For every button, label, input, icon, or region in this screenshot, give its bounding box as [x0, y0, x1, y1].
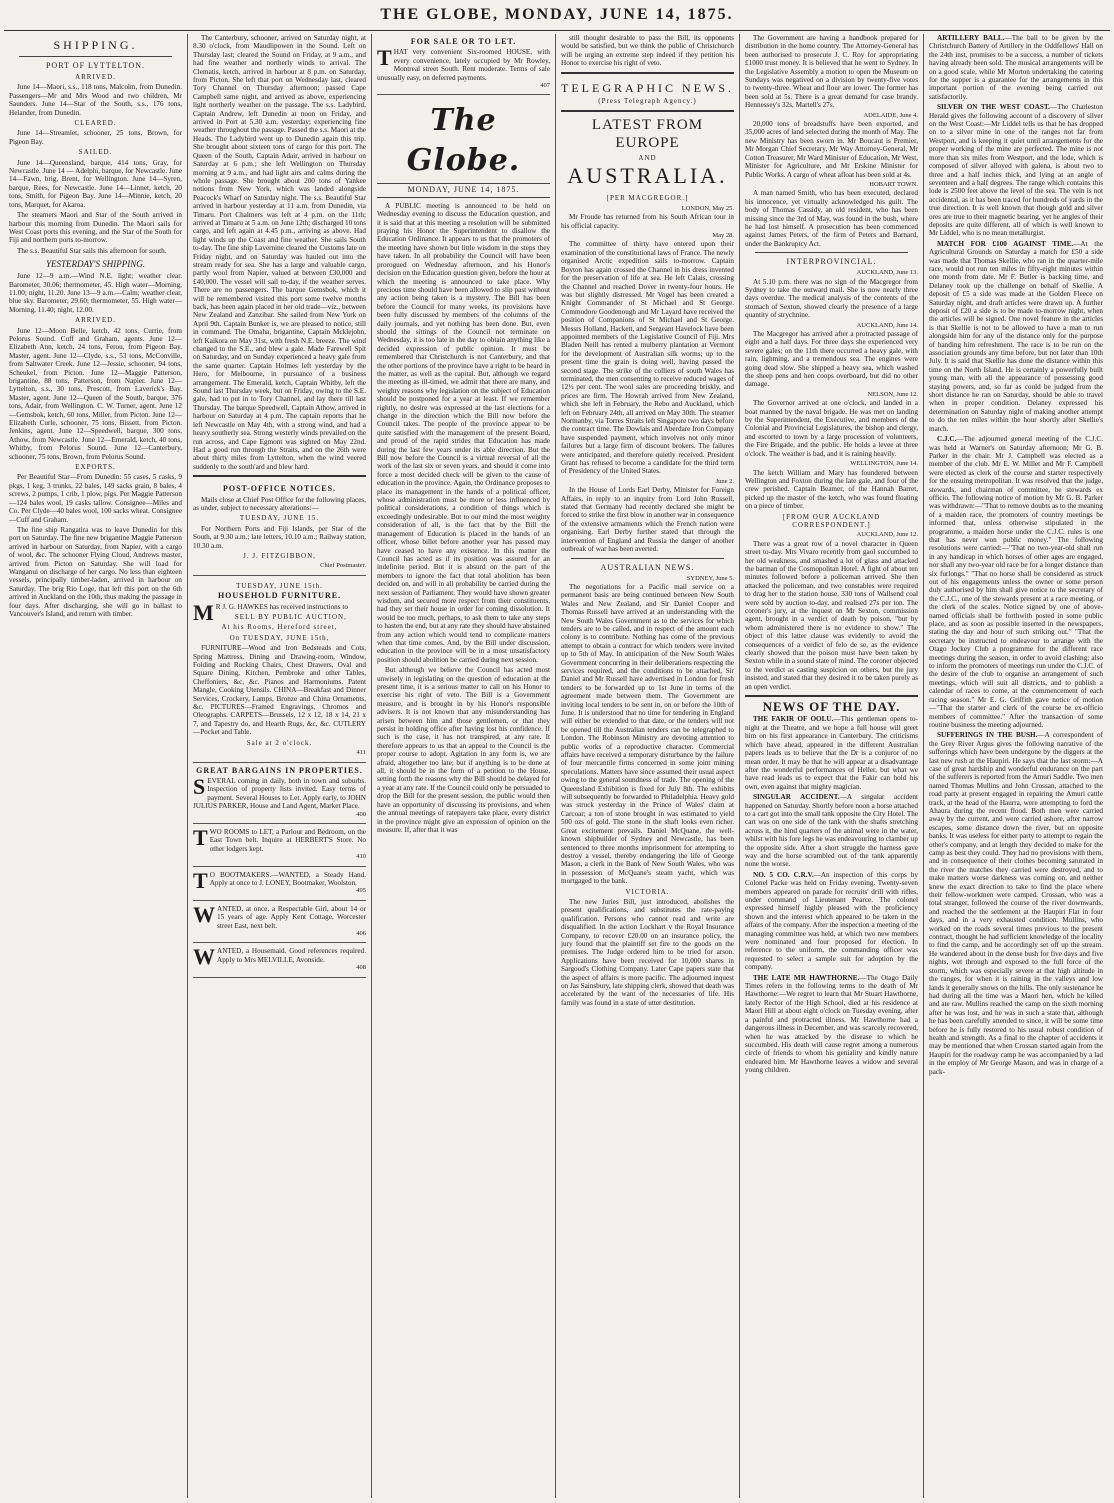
column-leader	[372, 34, 556, 1498]
news-item	[929, 34, 1103, 101]
news-of-the-day-title: NEWS OF THE DAY.	[762, 699, 901, 715]
auction-time: Sale at 2 o'clock.	[246, 738, 313, 747]
wanted-text: ANTED, a Housemaid. Good references required. Apply to Mrs MELVILLE, Avonside.	[217, 947, 366, 964]
news-paragraph: The committee of thirty have entered upon their examination of the constitutional laws of France. The newly organised Arctic expedition sails to-morrow. Captain Boyton has again crossed the Channel in his dress invented for the preservation of life at sea. He left Calais, crossing the Channel and reached Dover in twenty-four hours. He was but slightly distressed. Mr Vogel has been created a Knight Commander of St Michael and St George. Commodore Goodenough and Mr Layard have received the position of Companions of St Michael and St George. Messrs Holland, Hackett, and Sergeant Havelock have been appointed members of the Legislative Council of Fiji. Mrs Bladen Neill has rented a mulberry plantation at Vermont for the development of Australian silk worms; up to the present time the grain is doing well, having passed the second stage. The strike of the colliers of south Wales has terminated, the men consenting to receive reduced wages of 12½ per cent. The wool sales are proceeding briskly, and prices are firm. The Howrah arrived from New Zealand, which she left in February, the Rebo and Auckland, which left on February 24th, all arrived on May 30th. The steamer Normanby, via Torres Straits left Singapore two days before the contract time. The Dowlais and Aberdare Iron Company have suspended payment, which involves not only minor failures but a large firm of discount brokers. The failures were anticipated, and therefore quietly received. President Grant has refused to become a candidate for the third term of Presidency of the United States.	[561, 240, 734, 476]
news-item	[745, 974, 918, 1075]
masthead	[0, 0, 1114, 30]
dateline: AUCKLAND, June 12.	[856, 531, 918, 539]
news-paragraph: At 5.10 p.m. there was no sign of the Macgregor from Sydney to take the outward mail. She is now nearly three days overdue. The medical analysis of the contents of the stomach of Sexton, showed clearly the presence of a large quantity of strychnine.	[745, 277, 918, 320]
leader-continuation: still thought desirable to pass the Bill, its opponents would be satisfied, but we think the public of Christchurch will be urging an extreme step indeed if they petition his Honor to exercise his right of veto.	[561, 34, 734, 68]
news-paragraph: The new Juries Bill, just introduced, abolishes the present qualifications, and substitutes the rate-paying qualification. Persons who cannot read and write are disqualified. In the action Lockhart v the Royal Insurance Company, to recover £20.00 on an insurance policy, the jury found that the plaintiff set fire to the goods on the premises. The Judge ordered him to be tried for arson. Applications have been received for 10,000 shares in Sargood's Clothing Company. Later Cape papers state that the aspect of affairs is more pacific. The adjourned inquest on Jas Sainsbury, late shipping clerk, showed that death was accelerated by the want of the necessaries of life. His family was found in a state of utter destitution.	[561, 897, 734, 1007]
press-agency: (Press Telegraph Agency.)	[598, 96, 697, 105]
per-vessel: [PER MACGREGOR.]	[606, 194, 689, 203]
globe-date: MONDAY, JUNE 14, 1875.	[377, 183, 550, 197]
weather-report: June 12—9 a.m.—Wind N.E. light; weather clear. Barometer, 30.06; thermometer, 45. High water—Morning, 11.00; night, 11.20. June 13—9 a.m.—Calm; weather clear, blue sky. Barometer, 29.60; thermometer, 55. High water—Morning, 11.40; night, 12.00.	[9, 272, 182, 314]
advert-ref: 407	[540, 82, 550, 90]
news-item	[745, 871, 918, 972]
sailed-list: June 14—Queensland, barque, 414 tons, Gray, for Newcastle. June 14 — Adelphi, barque, for Newcastle. June 14—Fawn, brig, Brent, for Wellington. June 14—Syren, barque, Rees, for Newcastle. June 14—Linnet, ketch, 20 tons, Smith, for Pigeon Bay. June 14—Minnie, ketch, 20 tons, Marquet, for Akaroa.	[9, 158, 182, 209]
news-paragraph: The Macgregor has arrived after a protracted passage of eight and a half days. For three days she experienced very severe gales; on the 11th there occurred a heavy gale, with rain, lightning, and a tremendous sea. The engines were going dead slow. She shipped a heavy sea, which washed the sheep pens and hen coops overboard, but did no other damage.	[745, 330, 918, 389]
column-arrivals-ads	[188, 34, 372, 1498]
divider	[193, 475, 366, 477]
dateline: ADELAIDE, June 4.	[863, 111, 918, 119]
news-item	[745, 715, 918, 791]
news-item-title: ARTILLERY BALL.	[937, 34, 1005, 42]
cleared-label: CLEARED.	[74, 119, 117, 128]
victoria-label: VICTORIA.	[625, 887, 670, 896]
post-office-signature: J. J. FITZGIBBON,	[243, 551, 316, 560]
masthead-title: THE GLOBE, MONDAY, JUNE 14, 1875.	[380, 6, 734, 23]
news-paragraph: The ketch William and Mary has foundered between Wellington and Foxton during the late gale, and four of the crew perished. Captain Beamer, of the Hannah Barret, picked up the master of the ketch, who was found floating on a piece of timber.	[745, 468, 918, 511]
arrivals-report: The Canterbury, schooner, arrived on Saturday night, at 8.30 o'clock, from Maudlipowen in the Sound. Left on Thursday last; cleared the Sound on Friday, at 9 a.m., and had fine weather and northerly winds to arrival. The Clematis, ketch, arrived in harbour at 8 p.m. on Saturday, from Picton. She left that port on Wednesday last, cleared Tory Channel on Thursday afternoon; passed Cape Campbell same night, and arrived as above, experiencing light northerly weather on the passage. The s.s. Ladybird, Captain Andrew, left Dunedin at noon on Friday, and arrived in Port at 5.30 a.m. yesterday; experiencing fine weather throughout the passage. Passed the s.s. Maori at the Heads. The Ladybird went up to Dunedin again this trip. She brought about sixteen tons of cargo for this port. The Queen of the South, Captain Adair, arrived in harbour on Saturday at 6 p.m.; she left Wellington on Thursday morning at 9 a.m., and had light airs and calms during the whole passage. She brought about 200 tons of Yankee notions from New York, which was landed alongside Peacock's Wharf on Saturday night. The s.s. Beautiful Star arrived in harbour yesterday at 11 a.m. from Dunedin, via Timaru. Port Chalmers was left at 4 p.m. on the 11th; arrived at Timaru at 5 a.m. on June 12th; discharged 10 tons cargo, and left again at 4.45 p.m., arriving as above. Had light winds up the Coast and fine weather. She sails South to-day. The fine ship Lavernine cleared the Customs late on Friday night, and on Saturday was hauled out into the stream ready for sea. She has a large and valuable cargo, partly wool from Napier, valued at between £30,000 and £40,000. The vessel will sail to-day, if the weather serves. There are no passengers. The barque Gemsbok, which it will be remembered visited this port some twelve months back, has been again placed in her old trade—viz., between New Zealand and Zanzibar. She sailed from New York on April 9th. Captain Bunker is, we are pleased to notice, still in command. The Omaha, brigantine, Captain Mcklejohn, left Kaikora on May 31st, with fresh N.E. breeze. The wind changed to the S.E., and blew a gale. Made Farewell Spit on Saturday, and on Sunday experienced a heavy gale from the same quarter. Captain Holmes left yesterday by the Hero, for Melbourne, in pursuance of a business arrangement. The Emerald, ketch, Captain Whitby, left the Sound last Thursday week, but on Friday, owing to the S.E. gale, had to put in to Tory Channel, and lay there till last Thursday. The barque Speedwell, Captain Athow, arrived in harbour on Saturday at 4 p.m. The captain reports that he left Newcastle on May 4th, with a strong wind, and had a heavy southerly sea. Strong westerly winds prevailed on the run across, and Cape Egmont was sighted on May 22nd. Had a good run through the Straits, and on the 26th were about thirty miles from Lyttelton, when the wind veered suddenly to the south'ard and blew hard.	[193, 34, 366, 471]
cleared-list: June 14—Streamlet, schooner, 25 tons, Brown, for Pigeon Bay.	[9, 129, 182, 146]
news-item	[929, 240, 1103, 433]
wanted-text: ANTED, at once, a Respectable Girl, about 14 or 15 years of age. Apply Kent Cottage, Worcester street East, next belt.	[217, 904, 366, 930]
yesterday-title: YESTERDAY'S SHIPPING.	[46, 259, 145, 270]
dropcap: W	[193, 901, 215, 927]
shipping-paragraph: The s.s. Beautiful Star sails this afternoon for south.	[17, 246, 167, 255]
dropcap: T	[193, 824, 208, 850]
post-office-notice	[193, 481, 366, 576]
news-item-title: NO. 5 CO. C.R.V.	[753, 870, 814, 879]
news-item-text: —A correspondent of the Grey River Argus gives the following narrative of the sufferings which have been undergone by the diggers at the last new rush at the Haupiri. He says that the last storm:—A case of great hardship and wonderful endurance on the part of the sufferers is reported from the Amuri Saddle. Two men named Thomas Mullins and John Crossan, attached to the road party at present engaged in repairing the Amuri cattle track, at the head of the Haurra, were attempting to ford the Ahaura during the recent flood. Both men were carried away by the current, and were carried ashore, after narrow escapes, some distance down the river, but on opposite banks. It was useless for either party to attempt to regain the other's company, and at length they decided to make for the camp as best they could. They had no provisions with them, and in consequence of their clothes becoming saturated in the river the matches they carried were destroyed, and to make matters worse darkness was coming on, and neither knew the exact direction to take to find the place where their fellow-workmen were camped. Crossan, who was a total stranger, followed the course of the river downwards, and reached the the settlement at the Haupiri Flat in four days, and in a very exhausted condition. Mullins, who worked on the roads several times previous to the present contract, thought he had sufficient knowledge of the locality to find the camp, and he accordingly set off up the stream. He wandered about in the dense bush for five days and five nights, wet through and exposed to the full force of the storm, which was especially severe at that high altitude in the ranges, for when it is raining in the valleys and low lands it generally snows on the hills. The only sustenance he had during all the time was a Maori hen, which he killed and ate raw. Mullins reached the camp on the sixth morning after he was lost, and he was in such a state that, although he has been carefully attended to since, it will be some time before he is fully restored to his usual robust condition of health and strength. As a final to the chapter of accidents it may be mentioned that when Crossan started again from the Haupiri for the roadway camp he was accompanied by a lad in the employ of Mr George Mason, and was in charge of a pack-	[929, 731, 1104, 1076]
news-paragraph: In the House of Lords Earl Derby, Minister for Foreign Affairs, in reply to an inquiry from Lord John Russell, stated that Germany had recently declared she might be forced to strike the first blow in another war in consequence of the extensive armaments which the French nation were organising. Earl Derby further stated that through the intervention of England and Russia the danger of another outbreak of war has been averted.	[561, 486, 734, 554]
bootmakers-advert	[193, 867, 366, 901]
telegraphic-title: TELEGRAPHIC NEWS.	[561, 80, 734, 95]
arrived-list: June 12—Moon Belle, ketch, 42 tons, Currie, from Pelorus Sound. Cuff and Graham, agents. June 12—Elizabeth Ann, ketch, 24 tons, Ferou, from Pigeon Bay. Master, agent. June 12—Clyde, s.s., 53 tons, McConville, from Saltwater Creek. June 12—Jessie, schooner, 94 tons, Scheukel, from Picton. June 12—Maggie Patterson, brigantine, 88 tons, Patterson, from Napier. June 12—Lyttelton, s.s., 30 tons, Prescott, from Laverick's Bay. Master, agent. June 12—Queen of the South, barque, 376 tons, Adair, from Wellington. C. W. Turner, agent. June 12—Gemsbok, ketch, 60 tons, Miller, from Picton. June 12—Elizabeth Curle, schooner, 75 tons, Bissett, from Picton. Jenkins, agent. June 12—Speedwell, barque, 300 tons, Athow, from Newcastle. June 12—Emerald, ketch, 40 tons, Whitby, from Pelorus Sound. June 12—Canterbury, schooner, 75 tons, Brown, from Pelorus Sound.	[9, 326, 182, 461]
auction-title: HOUSEHOLD FURNITURE.	[217, 591, 342, 601]
divider	[571, 558, 724, 559]
for-sale-title: FOR SALE OR TO LET.	[410, 37, 517, 46]
advert-ref: 400	[356, 810, 366, 818]
for-sale-advert	[377, 34, 550, 95]
dateline: WELLINGTON, June 14.	[850, 460, 918, 468]
divider	[755, 252, 908, 253]
advert-ref: 410	[356, 853, 366, 861]
news-item	[745, 793, 918, 869]
news-paragraph: Mr Froude has returned from his South African tour in his official capacity.	[561, 213, 734, 230]
shipping-title: SHIPPING.	[53, 38, 138, 52]
column-local-news	[924, 34, 1108, 1498]
news-item-title: C.J.C.	[937, 435, 957, 444]
news-item-text: —This gentleman opens to-night at the Theatre, and we hope a full house will greet him on his first appearance in Canterbury. The criticisms which have ahead, appeared in the different Australian papers leads us to believe that the Dr is a conjuror of no mean order. It may be that he will appear at a disadvantage after the wonderful performances of Heller, but what we have read leads us to expect that the Fakir can hold his own, even against that mighty magician.	[745, 715, 919, 791]
advert-ref: 406	[356, 930, 366, 937]
shipping-paragraph: The steamers Maori and Star of the South arrived in harbour this morning from Dunedin. The Maori sails for West Coast ports this evening, and the Star of the South for Fiji and northern ports to-morrow.	[9, 211, 182, 245]
dateline: May 28.	[712, 232, 734, 240]
arrived-label: ARRIVED.	[75, 73, 116, 81]
news-item-text: —A singular accident happened on Saturday. Shortly before noon a horse attached to a cart got into the small tank opposite the City Hotel. The cart was on one side of the tank with the shafts stretching across it, the hind quarters of the animal were in the water, whilst with his fore legs he was endeavouring to clamber up the opposite side. After a short struggle the harness gave way and the horse scrambled out of the tank apparently none the worse.	[745, 793, 918, 869]
rooms-text: WO ROOMS to LET, a Parlour and Bedroom, on the East Town belt. Inquire at HERBERT'S Store. No other lodgers kept.	[209, 827, 366, 853]
dropcap: S	[193, 773, 206, 799]
newspaper-columns	[4, 34, 1110, 1498]
auction-items: FURNITURE—Wood and Iron Bedsteads and Cots, Spring Mattress, Dining and Drawing-room, Window, Folding and Rocking Chairs, Chest Drawers, Oval and Square Dining, Kitchen, Pembroke and other Tables, Cheffoniers, &c, &c. Pianos and Harmoniums. Patent Mangle, Cooking Utensils. CHINA—Breakfast and Dinner Services, Crockery, Lamps, Bronze and China Ornaments, &c. PICTURES—Framed Engravings, Chromos and Oleographs. CARPETS—Brussels, 12 x 12, 18 x 14, 21 x 7, and Tapestry do, and Hearth Rugs, &c, &c. CUTLERY—Pocket and Table.	[193, 644, 366, 737]
news-paragraph: The negotiations for a Pacific mail service on a permanent basis are being continued between New South Wales and New Zealand, and Sir Daniel Cooper and Thomas Russell have arrived at an understanding with the New South Wales Government as to the services for which tenders are to be called, and in respect of the amount each colony is to contribute. Nothing has come of the previous attempt to obtain a contract for which tenders were invited up to 5th of May. In anticipation of the New South Wales Government concurring in their deliberations respecting the services required, and the conditions to be attached, Sir Daniel and Mr Russell have advertised in London for fresh tenders to be forwarded up to 1st June in terms of the agreement made between them. The Government are inviting local tenders to be sent in, on or before the 10th of June. It is understood that no time for tendering in England will either be extended to that date, or the tenders will not be opened till the Australian tenders can be telegraphed to London. The Robinson Ministry are devoting attention to public works of a reproductive character. Commercial affairs have received a temporary disturbance by the failure of four mercantile firms concerned in some joint mining speculations. Matters have since assumed their usual aspect owing to the general soundness of trade. The opening of the Queensland Exhibition is fixed for July 8th. The exhibits will subsequently be forwarded to Philadelphia. Heavy gold was struck yesterday in the Prince of Wales' claim at Carcoar; a ton of stone brought in was estimated to yield 500 ozs of gold. The stone in the shaft looks even richer. Great excitement prevails. Daniel McQuane, the well-known shipbuilder of Sydney and Newcastle, has been sentenced to three months imprisonment for attempting to destroy a vessel, thereby endangering the life of George Mason, a clerk in the Bank of New South Wales, who was in possession of McQuane's steam yacht, which was mortgaged to the bank.	[561, 582, 734, 886]
news-item-text: —The Otago Daily Times refers in the following terms to the death of Mr Hawthorne:—We regret to learn that Mr Stuart Hawthorne, lately Rector of the High School, died at his residence at Maori Hill at about eight o'clock on Tuesday evening, after a painful and protracted illness. Mr Hawthorne had a dangerous illness in December, and was scarcely recovered, when he was attacked by the disease to which he succumbed. His death will cause regret among a numerous circle of friends to whom his geniality and kindly nature endeared him. Mr Hawthorne leaves a widow and several young children.	[745, 973, 918, 1075]
dateline: June 2.	[715, 477, 734, 485]
rooms-advert	[193, 824, 366, 867]
news-paragraph: The Government are having a handbook prepared for distribution in the home country. The Attorney-General has been authorised to prosecute J. C. Roy for appropriating £1000 trust money. It is believed that he went to Sydney. In the Legislative Assembly a motion to open the Museum on Sundays was negatived on a division by twenty-five votes to twenty-three. Wheat and flour are lower. The former has been sold at 5s. There is a great demand for case brandy. Hennessey's 32s, Martell's 27s.	[745, 34, 918, 110]
dateline: SYDNEY, June 5.	[686, 574, 734, 582]
correspondent-label: [FROM OUR AUCKLAND CORRESPONDENT.]	[782, 512, 881, 529]
divider	[19, 56, 172, 57]
advert-ref: 408	[356, 964, 366, 972]
australian-news-title: AUSTRALIAN NEWS.	[600, 562, 695, 572]
auction-when: On TUESDAY, JUNE 15th,	[229, 633, 330, 642]
news-item-text: —The Charleston Herald gives the following account of a discovery of silver on the West Coast:—Mr Liddel tells us that he has dropped on to a silver mine in one of the ranges not far from Westport, and is keeping it quiet until arrangements for the proper working of the mine are perfected. The mine is not more than six miles from Westport, and the lode, which is composed of silver alloyed with galena, is about two to three and a half inches thick, and lying at an angle of seventeen and a half degrees. The range which contains this lode is 2500 feet above the level of the sea. The vein is not accidental, as it has been traced for hundreds of yards in the true direction. It is well known that though gold and silver ores are true to their magnetic bearing, yet he angles of their deposits are quite different, all of which is well known to Mr Liddel, who is no mean metallurgist.	[929, 103, 1103, 238]
bargains-text: EVERAL coming in daily, both in town and suburbs. Inspection of property lists invited. Easy terms of payment. Several Houses to Let. Apply early, to JOHN JULIUS PARKER, House and Land Agent, Market Place.	[193, 776, 366, 811]
auction-location: At his Rooms, Hereford street,	[221, 623, 338, 632]
wanted-advert	[193, 901, 366, 944]
post-office-title: POST-OFFICE NOTICES.	[222, 484, 337, 494]
news-item-title: SILVER ON THE WEST COAST.	[937, 103, 1050, 112]
news-item-text: —The ball to be given by the Christchurch Battery of Artillery in the Oddfellows' Hall on the 24th inst, promises to be a success, a number of tickets having already been sold. The musical arrangements will be on a good scale, while Mr Morton undertaking the catering for the supper is a guarantee for the arrangements in this important portion of the evening being carried out satisfactorily.	[929, 34, 1103, 101]
news-paragraph: 20,000 tons of breadstuffs have been exported, and 35,000 acres of land selected during the month of May. The new Ministry has been sworn in. Mr Boucaut is Premier, Mr Morgan Chief Secretary, Mr Way Attorney-General, Mr Cotton Treasurer, Mr Ward Minister of Education, Mr West, Minister for Agriculture, and Mr Erskine Minister for Public Works. A cargo of wheat afloat has been sold at 4s.	[745, 120, 918, 179]
dropcap: T	[377, 45, 392, 71]
news-item	[929, 435, 1103, 729]
latest-europe-head: LATEST FROM EUROPE	[591, 117, 704, 152]
news-item-text: —The adjourned general meeting of the C.J.C. was held at Warner's on Saturday afternoon; Mr G. B. Parker in the chair. Mr J. Campbell was elected as a member of the club. Mr E. W. Millet and Mr F. Campbell were elected as clerk of the course and starter respectively for the ensuing metropolitan. It was resolved that the judge, stewards, and chairman of committee, be stewards ex officio. The following notice of motion by Mr G. B. Parker was withdrawn:—"That to remove doubts as to the meaning of a maiden race, the promoters of country meetings be informed that, unless otherwise stipulated in the programme, a maiden horse under the C.J.C. rules is one that has never won public money." The following resolutions were carried:—"That no two-year-old shall run in any handicap in which horses of other ages are engaged, nor shall any two-year old race be for a longer distance than six furlongs." "That no horse shall be considered as struck out of his engagements unless the owner or some person duly authorised by him shall give notice to the secretary of the C.J.C., one of the stewards present at a race meeting, or the clerk of the scales. Notice signed by one of above-named officials shall be forthwith posted in some public place, and as soon as possible inserted in the newspapers, stating the day and hour of such striking out." "That the secretary be instructed to endeavour to arrange with the Otago Jockey Club a programme for the different race meetings during the season, in order to avoid clashing; also to inform the promoters of meetings run under the C.J.C. of the desire of the club to organise an arrangement of such meetings, which will suit all districts, and to publish a calendar of races to come, at the commencement of each racing season." Mr E. G. Griffith gave notice of motion—"That the starter and clerk of the course be ex-officio members of committee." After the transaction of some routine business the meeting adjourned.	[929, 435, 1103, 729]
news-item	[929, 731, 1103, 1076]
news-paragraph: A man named Smith, who has been executed, declared his innocence, yet virtually acknowledged his guilt. The body of Thomas Cassidy, an old resident, who has been missing since the 3rd of May, was found in the bush, where he had lost himself. A prosecution has been commenced against James Peters, of the firm of Peters and Barnard, under the Bankruptcy Act.	[745, 189, 918, 248]
news-item-text: —At the Agricultural Grounds on Saturday a match for £50 a side was made that Thomas Skellie, who ran in the quarter-mile race, would not run ten miles in fifty-eight minutes within one month from date. Mr F. Butler is backing time, and Delaney took up the challenge on behalf of Skellie. A deposit of £5 a side was made at the Golden Fleece on Saturday night, and draft articles were drawn up. A further deposit of £20 a side is to be made to-morrow night, when the articles will be signed. One novel feature in the articles is that Skellie is not to be allowed to have a man to run alongside him for any of the distance only for the purpose of handing him refreshment. The race is to be run on the association grounds any time before, but not later than 10th July. It is said that Skellie has done the distance within this time on the North Island. He is certainly a powerfully built young man, with all the appearance of possessing good staying powers, and, so far as could be judged from the short distance he ran on Saturday, should be able to travel when in proper condition. Delaney expressed his determination on Saturday night of making another attempt to do the ten miles within the hour shortly after Skellie's match.	[929, 239, 1104, 433]
arrived-label: ARRIVED.	[75, 316, 116, 325]
arrived-list: June 14—Maori, s.s., 118 tons, Malcolm, from Dunedin. Passengers—Mr and Mrs Wood and two children, Mr Saunders. June 14—Star of the South, s.s., 176 tons, Helander, from Dunedin.	[9, 83, 182, 117]
auction-date: TUESDAY, JUNE 15th.	[236, 581, 323, 590]
dateline: HOBART TOWN.	[869, 180, 918, 188]
interprovincial-title: INTERPROVINCIAL.	[786, 257, 877, 267]
australia-head: AUSTRALIA.	[567, 163, 728, 189]
dateline: NELSON, June 12.	[867, 390, 918, 398]
column-shipping	[4, 34, 188, 1498]
news-item-title: SINGULAR ACCIDENT.	[753, 793, 840, 802]
dropcap: M	[193, 599, 214, 625]
bargains-advert	[193, 763, 366, 824]
globe-title: The Globe.	[406, 103, 521, 179]
news-item-title: THE FAKIR OF OOLU.	[753, 715, 834, 724]
bargains-title: GREAT BARGAINS IN PROPERTIES.	[196, 765, 363, 775]
post-office-date: TUESDAY, JUNE 15.	[239, 514, 320, 523]
sailed-label: SAILED.	[78, 148, 113, 157]
leader-paragraph: A PUBLIC meeting is announced to be held on Wednesday evening to discuss the Education question, and it is said that at this meeting a resolution will be submitted praying his Honor the Superintendent to disallow the Education Ordinance. It appears to us that the promoters of the meeting have shown but little wisdom in the steps they have taken. In all probability the Council will have been prorogued on Wednesday afternoon, and his Honor's decision on the Education question given, before the hour at which the meeting is announced to take place. Why precious time should have been allowed to slip past without any action being taken is a mystery. The Bill has been before the Council for many weeks, its provisions have been fully discussed by members of the columns of the daily journals, and yet nothing has been done. But, even should the sittings of the Council not terminate on Wednesday, it is too late in the day to obtain anything like a decided expression of public opinion. It must be remembered that Christchurch is not Canterbury, and that the other portions of the province have a right to be heard in the matter, as well as the capital. But, although we regard the meeting as ill-timed, we admit that there are many, and weighty reasons why legislation on the subject of Education should be postponed for a year at least. If we remember rightly, no desire was expressed at the last elections for a change in the direction which the Bill now before the Council takes. The people of the province appear to be quite satisfied with the management of the present Board, and proud of the rapid strides that Education has made during the last few years under its able direction. But the Bill now before the Council is a virtual reversal of all the work of the last six or seven years, and should it come into force a most decided check will be given to the cause of education in the province. Again, the Ordinance proposes to place its management in the hands of a political officer, whose administration must be more or less influenced by political considerations, a condition of things which is exceedingly undesirable. But to our mind the most weighty consideration of all, is the fact that by the Bill the management of Education is placed in the hands of an officer, whose billet before another year has passed may have ceased to have any existence. In this matter the Council has acted as if its position was assured for an indefinite period. But it is absurd on the part of the members to ignore the fact that total abolition has been decided on, and will in all probability be carried during the next session of Parliament. They would have shown greater wisdom, and secured more respect from their constituents, had they set their house in order for coming dissolution. It would be too much, perhaps, to ask them to take any steps to hasten the end, but at any rate they should have abstained from any action which would tend to complicate matters when that time comes. And, by the Bill under discussion, education in the province will be in a most unsatisfactory position should abolition be carried during next session.	[377, 201, 550, 664]
shipping-notes: The fine ship Rangatira was to leave Dunedin for this port on Saturday. The fine new brigantine Maggie Patterson arrived in harbour on Saturday, from Napier, with a cargo of wool, &c. The schooner Flying Cloud, Andrews master, arrived from Picton on Saturday. She will load for Wanganui on discharge of her cargo. No less than eighteen vessels, principally timber-laden, arrived in harbour on Saturday. The brig Rio Loge, that left this port on the 6th arrived in Auckland on the 10th, thus making the passage in four days. After discharging, she will go in ballast to Vancouver's Island, and return with timber.	[9, 525, 182, 618]
advert-ref: 411	[356, 749, 366, 757]
dateline: LONDON, May 25.	[681, 204, 734, 212]
news-item	[929, 103, 1103, 238]
telegraphic-header	[561, 72, 734, 112]
exports-label: EXPORTS.	[75, 463, 116, 472]
post-office-signature-title: Chief Postmaster.	[320, 562, 366, 570]
divider	[745, 695, 918, 697]
for-sale-text: HAT very convenient Six-roomed HOUSE, with every convenience, lately occupied by Mr Rowley, Montreal street South. Rent moderate. Terms of sale unusually easy, on deferred payments.	[377, 48, 550, 82]
dateline: AUCKLAND, June 14.	[856, 321, 918, 329]
bootmakers-text: O BOOTMAKERS.—WANTED, a Steady Hand. Apply at once to J. LONEY, Bootmaker, Woolston.	[209, 870, 366, 887]
advert-ref: 495	[356, 887, 366, 895]
top-rule	[4, 30, 1110, 31]
news-item-title: MATCH FOR £100 AGAINST TIME.	[937, 239, 1074, 248]
auction-sell: SELL BY PUBLIC AUCTION,	[234, 613, 347, 621]
port-title: PORT OF LYTTELTON.	[45, 61, 146, 70]
dropcap: T	[193, 867, 208, 893]
post-office-schedule: For Northern Ports and Fiji Islands, per Star of the South, at 9.30 a.m.; late letters, 10.10 a.m.; Railway station, 10.30 a.m.	[193, 524, 366, 550]
latest-and: AND	[638, 154, 657, 163]
auction-intro: R J. G. HAWKES has received instructions to	[215, 602, 348, 611]
wanted-advert	[193, 943, 366, 977]
news-paragraph: The Governor arrived at one o'clock, and landed in a boat manned by the naval brigade. He was met on landing by the Superintendent, the Executive, and members of the Colonial and Provincial Legislatures, the bishop and clergy, and escorted to town by a large procession of volunteers, the Fire Brigade, and the public. He holds a levee at three o'clock. The weather is bad, and it is raining heavily.	[745, 399, 918, 458]
news-item-title: SUFFERINGS IN THE BUSH.	[937, 731, 1038, 740]
news-paragraph: There was a great row of a novel character in Queen street to-day. Mrs Vivaro recently from gaol succumbed to her old weakness, and smashed a lot of glass and attacked the barman of the Cosmopolitan Hotel. A fight of about ten minutes followed before a policeman arrived. She then attacked the policeman, and two constables were required to drag her to the station house. 330 tons of Wallsend coal were sold by auction to-day, and realised 27s per ton. The coroner's jury, at the inquest on Mr Sexton, commission agent, brought in a verdict of death by poison, "but by whom administered there is no evidence to show." The object of this latter clause was evidently to avoid the consequences of a verdict of felo de se, as the evidence clearly showed that the poison must have been taken by Sexton while in a sound state of mind. The coroner objected to the verdict as casting suspicion on others, but the jury insisted, and stated that they desired it to be taken purely as an open verdict.	[745, 539, 918, 691]
column-telegraphic	[556, 34, 740, 1498]
news-item-title: THE LATE MR HAWTHORNE.	[753, 973, 860, 982]
post-office-text: Mails close at Chief Post Office for the following places, as under, subject to necessary alterations:—	[193, 495, 366, 512]
leader-paragraph: But although we believe the Council has acted most unwisely in legislating on the question of education at the present time, it is a serious matter to call on his Honor to exercise his right of veto. The Bill is a Government measure, and is brought in by his Honor's responsible advisers. It is not known that any misunderstanding has arisen between him and those gentlemen, or that they persist in holding office after having lost his confidence. If such is the case, it has not transpired, at any rate. It therefore appears to us that an appeal to the Council is the proper course to adopt. Agitation in any form is, we are afraid, altogether too late; but if anything is to be done at all, it should be in the form of a petition to the House, setting forth the reasons why the Bill should be delayed for a year at any rate. If the Council could only be persuaded to drop the Bill for the present session, the public would then have an opportunity of discussing its provisions, and when the annual meetings of ratepayers take place, every district in the province might give an expression of opinion on the measure. If, after that it was	[377, 666, 550, 834]
dropcap: W	[193, 944, 215, 970]
news-item-text: —An inspection of this corps by Colonel Packe was held on Friday evening. Twenty-seven members appeared on parade for recruits' drill with rifles, under command of Lieutenant Pearce. The colonel expressed himself highly pleased with the proficiency shown and the interest which appeared to be taken in the affairs of the company. After the inspection a meeting of the managing committee was held, at which two new members were nominated and four proposed for election. In reference to the uniform, the commanding officer was requested to select a sample suit for adoption by the company.	[745, 870, 918, 972]
exports-list: Per Beautiful Star—From Dunedin: 55 cases, 5 casks, 9 pkgs, 1 keg, 3 trunks, 22 bales, 149 sacks grain, 8 bales, 4 screws, 2 pumps, 1 crib, 1 plow, pigs. Per Maggie Patterson—124 bales wool, 19 casks tallow. Consignee—Miles and Co. Per Clyde—40 bales wool, 100 sacks wheat. Consignee—Cuff and Graham.	[9, 473, 182, 524]
auction-advert	[193, 576, 366, 763]
column-interprovincial	[740, 34, 924, 1498]
dateline: AUCKLAND, June 13.	[856, 269, 918, 277]
